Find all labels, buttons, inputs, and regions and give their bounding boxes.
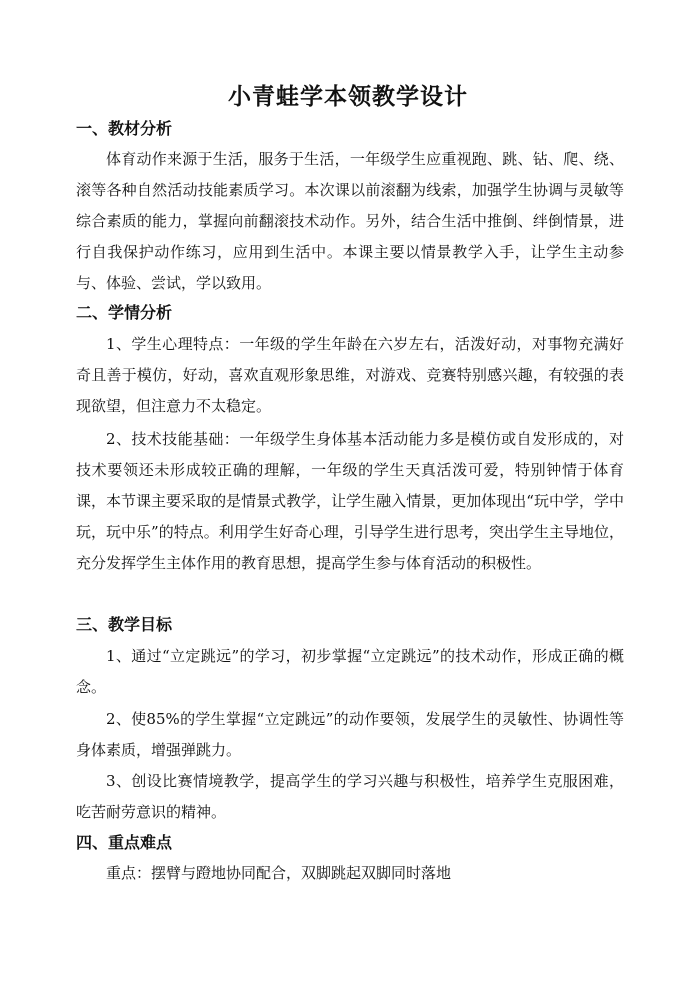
paragraph-psychological-traits: 1、学生心理特点：一年级的学生年龄在六岁左右，活泼好动，对事物充满好奇且善于模仿，好动，喜欢直观形象思维，对游戏、竞赛特别感兴趣，有较强的表现欲望，但注意力不太稳定。 [76,335,624,415]
paragraph-key-point: 重点：摆臂与蹬地协同配合，双脚跳起双脚同时落地 [106,864,452,882]
section-heading-textbook-analysis: 一、教材分析 [76,119,173,138]
paragraph-goal-3: 3、创设比赛情境教学，提高学生的学习兴趣与积极性，培养学生克服困难，吃苦耐劳意识的精神。 [76,772,624,821]
paragraph-skill-foundation: 2、技术技能基础：一年级学生身体基本活动能力多是模仿或自发形成的，对技术要领还未形成较正确的理解，一年级的学生天真活泼可爱，特别钟情于体育课，本节课主要采取的是情景式教学，让学生融入情景，更加体现出“玩中学，学中玩，玩中乐”的特点。利用学生好奇心理，引导学生进行思考，突出学生主导地位，充分发挥学生主体作用的教育思想，提高学生参与体育活动的积极性。 [76,430,624,572]
section-heading-key-points: 四、重点难点 [76,833,173,852]
paragraph-textbook-analysis: 体育动作来源于生活，服务于生活，一年级学生应重视跑、跳、钻、爬、绕、滚等各种自然活动技能素质学习。本次课以前滚翻为线索，加强学生协调与灵敏等综合素质的能力，掌握向前翻滚技术动作。另外，结合生活中推倒、绊倒情景，进行自我保护动作练习，应用到生活中。本课主要以情景教学入手，让学生主动参与、体验、尝试，学以致用。 [76,150,624,292]
paragraph-goal-1: 1、通过“立定跳远”的学习，初步掌握“立定跳远”的技术动作，形成正确的概念。 [76,647,624,696]
paragraph-goal-2: 2、使85%的学生掌握“立定跳远”的动作要领，发展学生的灵敏性、协调性等身体素质，增强弹跳力。 [76,710,624,759]
section-heading-student-analysis: 二、学情分析 [76,303,173,322]
section-heading-teaching-goals: 三、教学目标 [76,615,173,634]
document-title: 小青蛙学本领教学设计 [228,83,468,110]
